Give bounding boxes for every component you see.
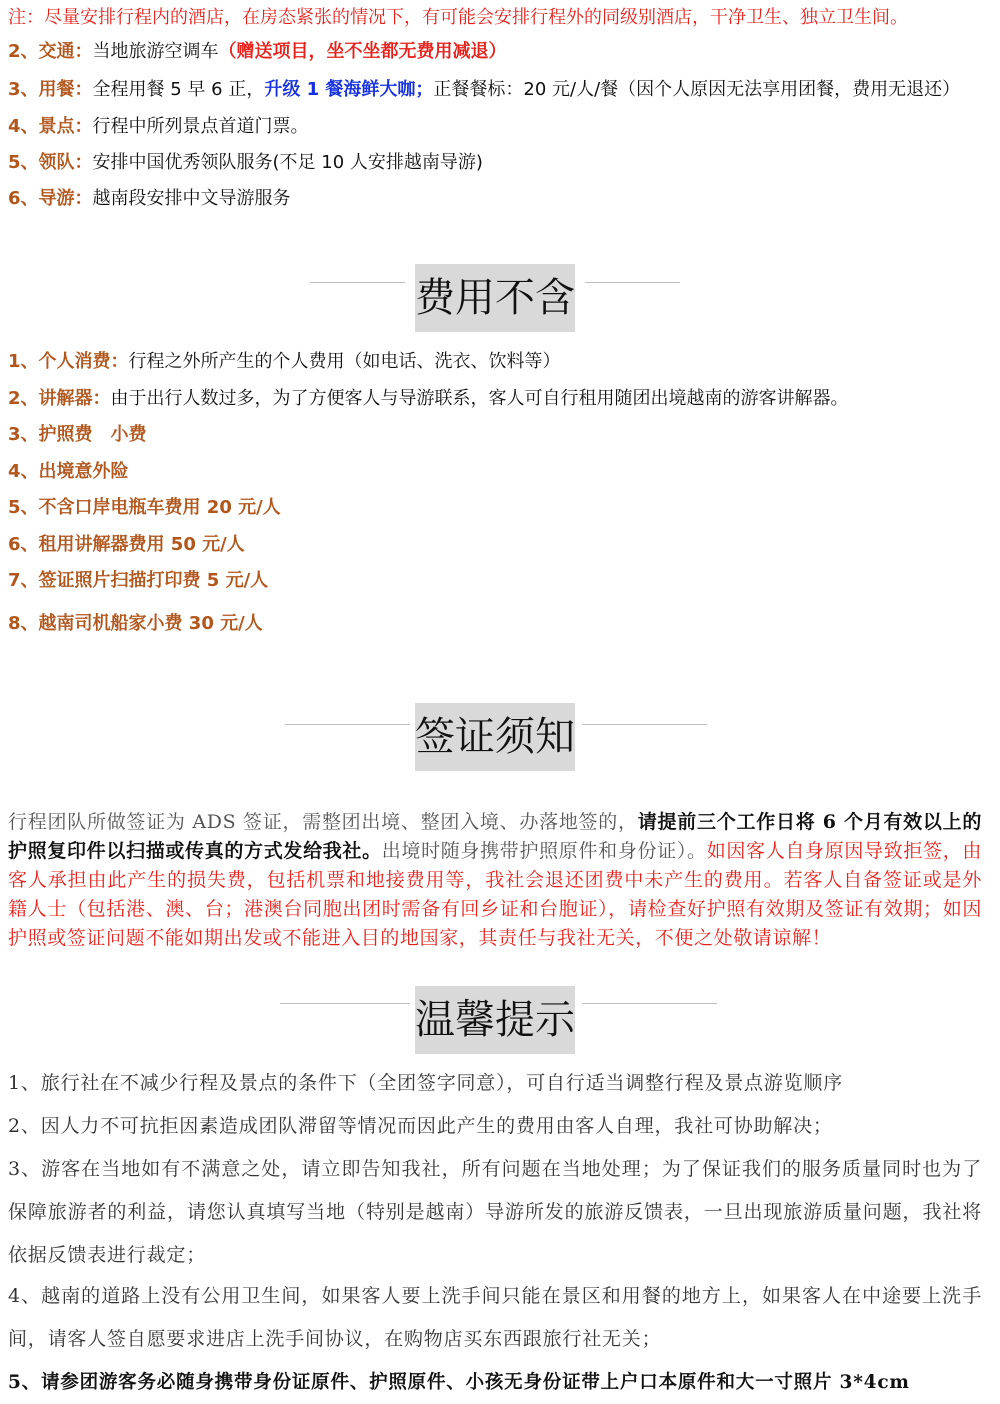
tip-item: 2、因人力不可抗拒因素造成团队滞留等情况而因此产生的费用由客人自理，我社可协助解决；	[8, 1115, 833, 1137]
visa-paragraph: 行程团队所做签证为 ADS 签证，需整团出境、整团入境、办落地签的，请提前三个工作日将 6 个月有效以上的护照复印件以扫描或传真的方式发给我社。出境时随身携带护照原件和身份证）。如因客人自身原因导致拒签，由客人承担由此产生的损失费，包括机票和地接费用等，我社会退还团费中未产生的费用。若客人自备签证或是外籍人士（包括港、澳、台；港澳台同胞出团时需备有回乡证和台胞证），请检查好护照有效期及签证有效期；如因护照或签证问题不能如期出发或不能进入目的地国家，其责任与我社无关，不便之处敬请谅解！	[8, 811, 983, 949]
include-item-guide: 6、导游：越南段安排中文导游服务	[8, 188, 291, 209]
tip-item-important: 5、请参团游客务必随身携带身份证原件、护照原件、小孩无身份证带上户口本原件和大一寸照片 3*4cm	[8, 1372, 910, 1393]
section-title-visa: 签证须知	[415, 703, 575, 771]
exclude-item: 7、签证照片扫描打印费 5 元/人	[8, 570, 269, 591]
include-item-transport: 2、交通：当地旅游空调车（赠送项目，坐不坐都无费用减退）	[8, 41, 507, 62]
heading-rule-right	[585, 282, 680, 283]
exclude-item: 2、讲解器：由于出行人数过多，为了方便客人与导游联系，客人可自行租用随团出境越南的游客讲解器。	[8, 388, 849, 409]
heading-rule-left	[310, 282, 405, 283]
exclude-item: 4、出境意外险	[8, 461, 129, 482]
section-title-tips: 温馨提示	[415, 986, 575, 1054]
include-item-leader: 5、领队：安排中国优秀领队服务(不足 10 人安排越南导游)	[8, 152, 483, 173]
exclude-item: 5、不含口岸电瓶车费用 20 元/人	[8, 497, 281, 518]
include-item-meals: 3、用餐：全程用餐 5 早 6 正，升级 1 餐海鲜大咖；正餐餐标：20 元/人/餐（因个人原因无法享用团餐，费用无退还）	[8, 79, 961, 100]
tip-item: 4、越南的道路上没有公用卫生间，如果客人要上洗手间只能在景区和用餐的地方上，如果客人在中途要上洗手间，请客人签自愿要求进店上洗手间协议，在购物店买东西跟旅行社无关；	[8, 1285, 982, 1350]
exclude-item: 1、个人消费：行程之外所产生的个人费用（如电话、洗衣、饮料等）	[8, 351, 561, 372]
heading-rule-right	[582, 724, 707, 725]
tip-item: 3、游客在当地如有不满意之处，请立即告知我社，所有问题在当地处理；为了保证我们的服务质量同时也为了保障旅游者的利益，请您认真填写当地（特别是越南）导游所发的旅游反馈表，一旦出现旅游质量问题，我社将依据反馈表进行裁定；	[8, 1158, 982, 1266]
heading-rule-left	[285, 724, 410, 725]
exclude-item: 8、越南司机船家小费 30 元/人	[8, 613, 263, 634]
heading-rule-right	[582, 1003, 717, 1004]
heading-rule-left	[280, 1003, 410, 1004]
tip-item: 1、旅行社在不减少行程及景点的条件下（全团签字同意），可自行适当调整行程及景点游览顺序	[8, 1072, 843, 1094]
hotel-note: 注：尽量安排行程内的酒店，在房态紧张的情况下，有可能会安排行程外的同级别酒店，干净卫生、独立卫生间。	[8, 7, 908, 28]
include-item-sights: 4、景点：行程中所列景点首道门票。	[8, 116, 309, 137]
section-title-excludes: 费用不含	[415, 264, 575, 332]
exclude-item: 3、护照费 小费	[8, 424, 147, 445]
exclude-item: 6、租用讲解器费用 50 元/人	[8, 534, 245, 555]
